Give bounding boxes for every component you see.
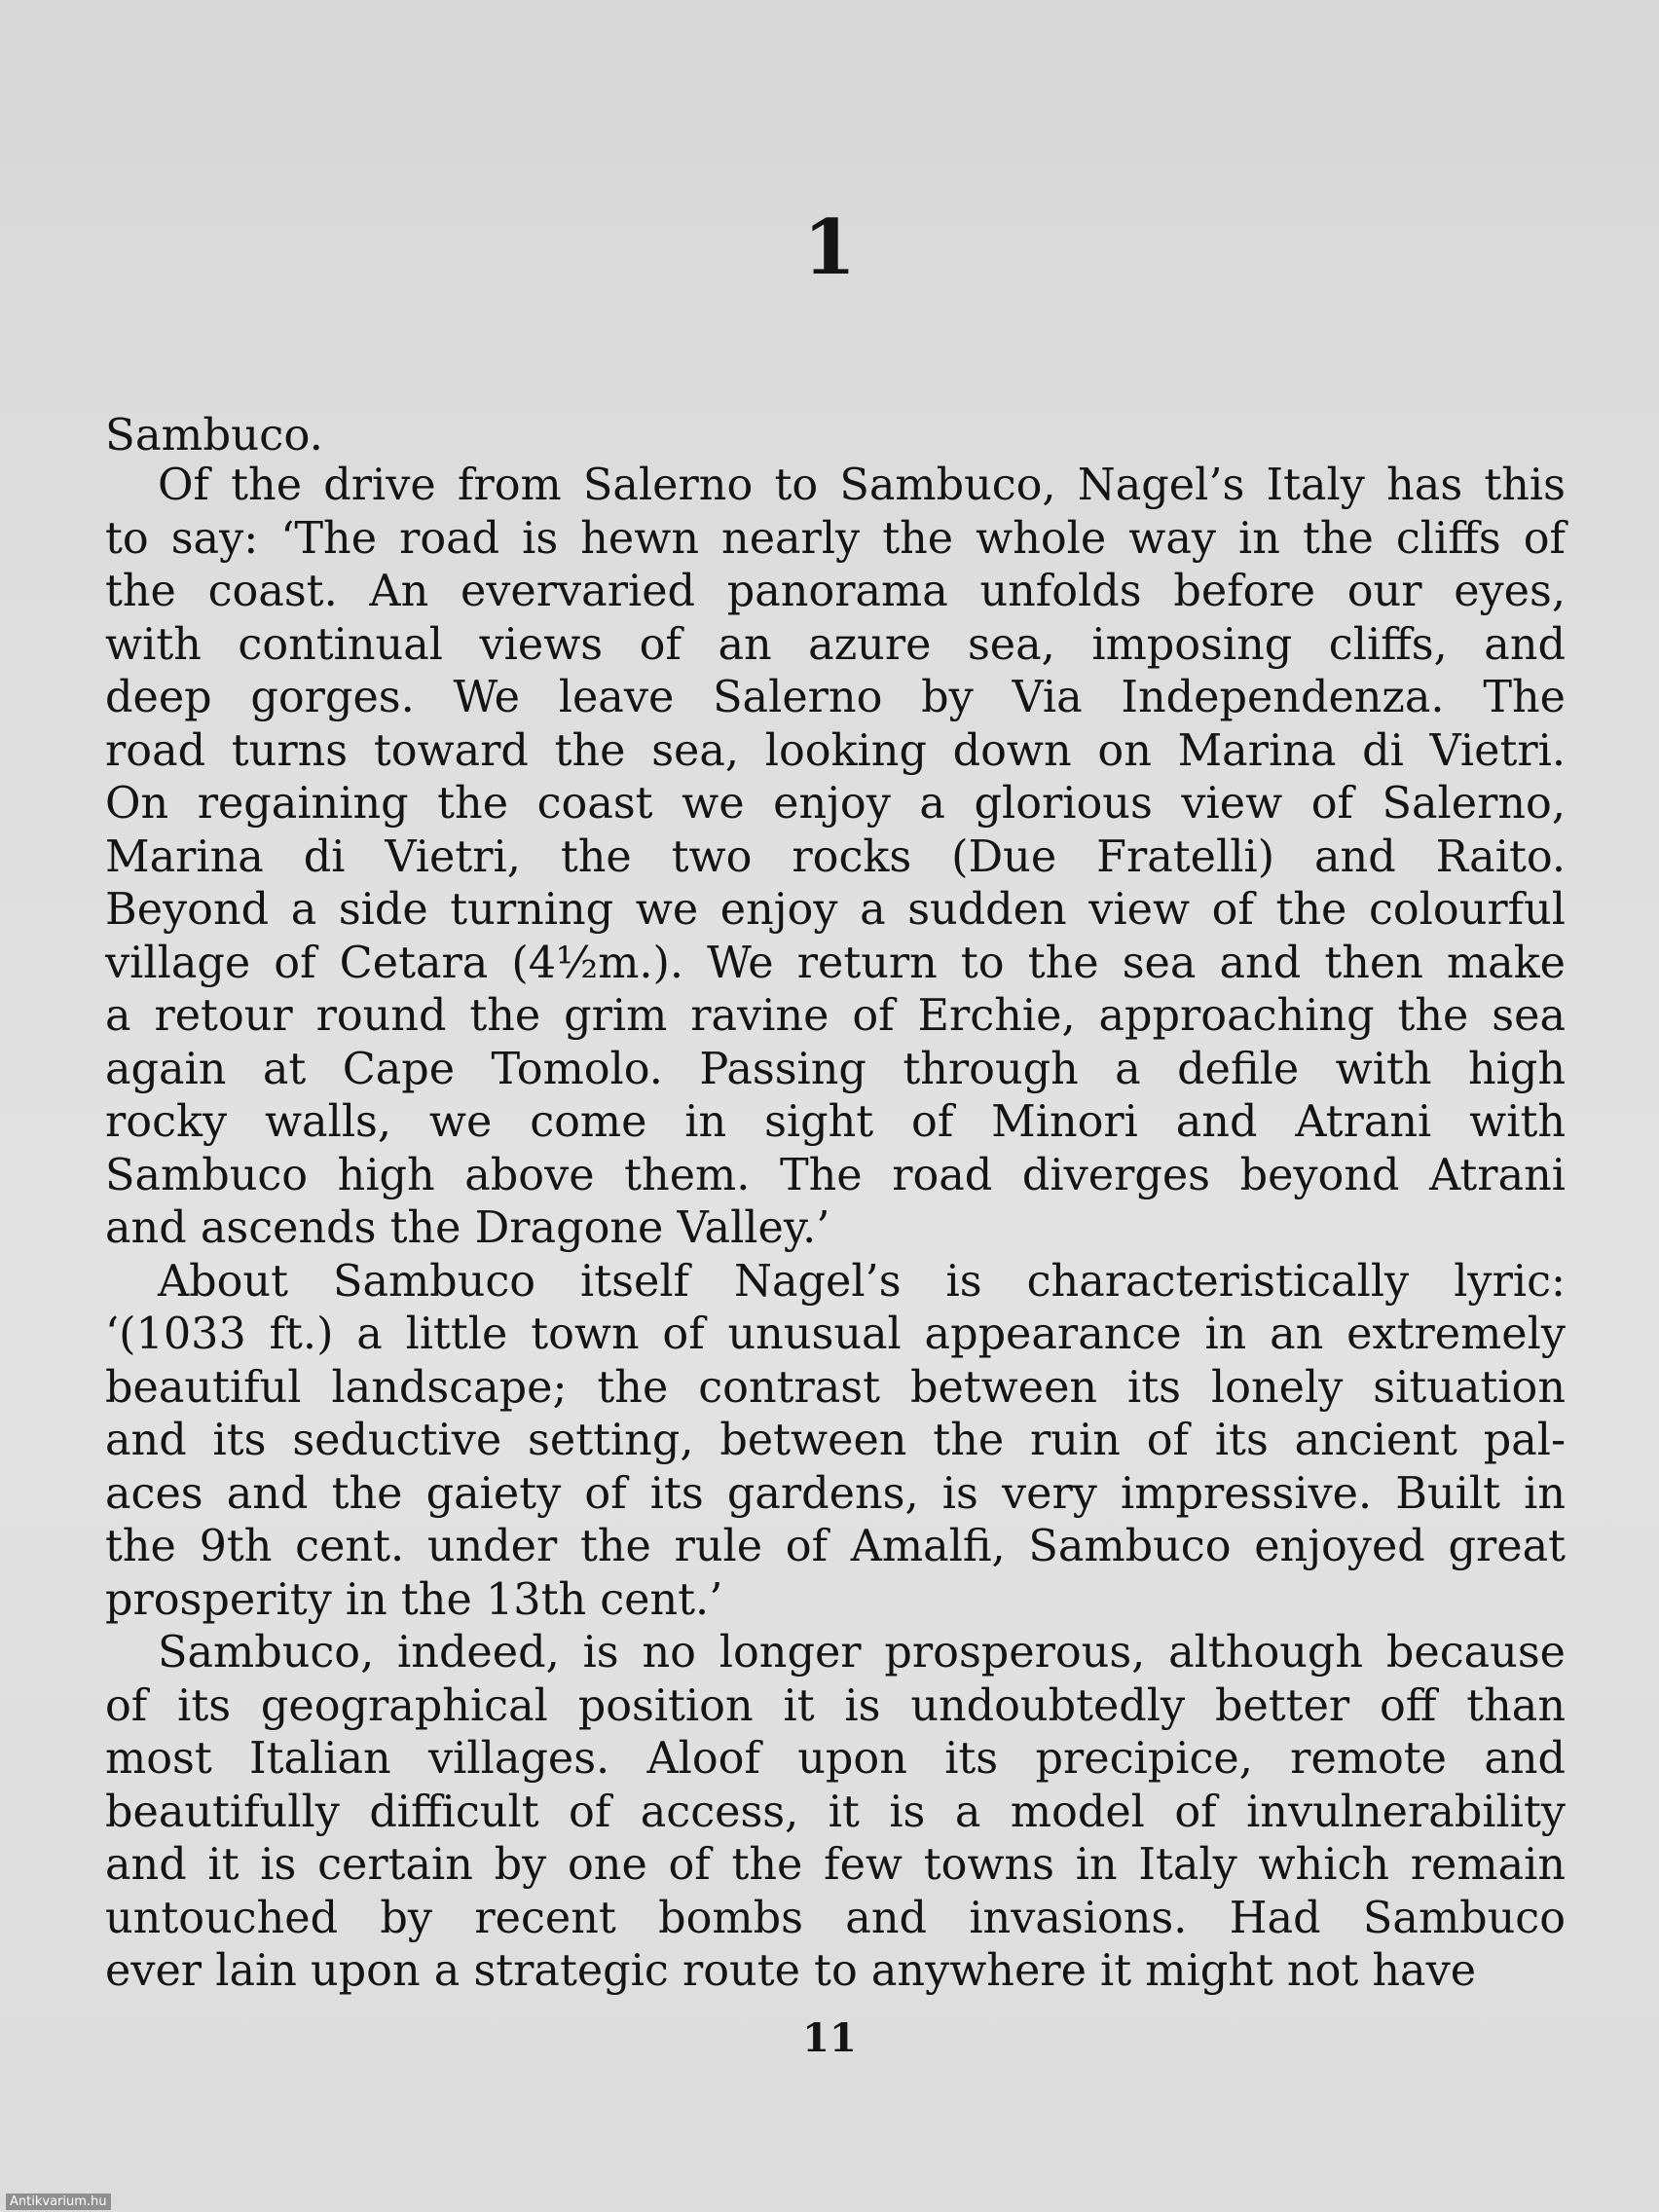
text-line: beautiful landscape; the contrast between its lonely situation (105, 1362, 1566, 1413)
text-line: Of the drive from Salerno to Sambuco, Nagel’s Italy has this (158, 461, 1566, 510)
text-line: Sambuco high above them. The road diverges beyond Atrani (105, 1150, 1566, 1200)
text-line: aces and the gaiety of its gardens, is very impressive. Built in (105, 1468, 1566, 1519)
chapter-number: 1 (802, 203, 857, 292)
text-line: the coast. An evervaried panorama unfolds before our eyes, (105, 567, 1566, 616)
text-line: ‘(1033 ft.) a little town of unusual appearance in an extremely (105, 1309, 1566, 1359)
watermark-label: Antikvarium.hu (6, 2194, 111, 2210)
text-line: About Sambuco itself Nagel’s is characteristically lyric: (158, 1256, 1566, 1307)
text-line: beautifully difficult of access, it is a model of invulnerability (105, 1787, 1566, 1837)
text-line: the 9th cent. under the rule of Amalfi, Sambuco enjoyed great (105, 1522, 1566, 1571)
text-line: and its seductive setting, between the ruin of its ancient pal- (105, 1416, 1566, 1465)
text-line: On regaining the coast we enjoy a glorious view of Salerno, (105, 779, 1566, 829)
page-number: 11 (802, 2015, 857, 2061)
text-line: and ascends the Dragone Valley.’ (105, 1203, 830, 1253)
text-line: most Italian villages. Aloof upon its precipice, remote and (105, 1734, 1566, 1784)
text-line: road turns toward the sea, looking down on Marina di Vietri. (105, 725, 1566, 776)
text-line: to say: ‘The road is hewn nearly the whole way in the cliffs of (105, 513, 1566, 564)
text-line: village of Cetara (4½m.). We return to the sea and then make (105, 938, 1566, 988)
text-line: again at Cape Tomolo. Passing through a defile with high (105, 1044, 1566, 1094)
body-text (105, 460, 1566, 1999)
text-line: deep gorges. We leave Salerno by Via Independenza. The (105, 673, 1566, 722)
text-line: Marina di Vietri, the two rocks (Due Fratelli) and Raito. (105, 831, 1566, 882)
text-line: ever lain upon a strategic route to anywhere it might not have (105, 1946, 1477, 1996)
text-line: of its geographical position it is undoubtedly better off than (105, 1680, 1566, 1731)
text-line: rocky walls, we come in sight of Minori and Atrani with (105, 1097, 1566, 1147)
text-line: Beyond a side turning we enjoy a sudden view of the colourful (105, 885, 1566, 935)
text-line: and it is certain by one of the few towns in Italy which remain (105, 1840, 1566, 1890)
text-line: untouched by recent bombs and invasions. Had Sambuco (105, 1893, 1566, 1943)
section-heading: Sambuco. (105, 409, 323, 461)
text-line: Sambuco, indeed, is no longer prosperous, although because (158, 1628, 1566, 1677)
text-line: with continual views of an azure sea, imposing cliffs, and (105, 619, 1566, 670)
text-line: a retour round the grim ravine of Erchie, approaching the sea (105, 991, 1566, 1041)
text-line: prosperity in the 13th cent.’ (105, 1574, 723, 1625)
